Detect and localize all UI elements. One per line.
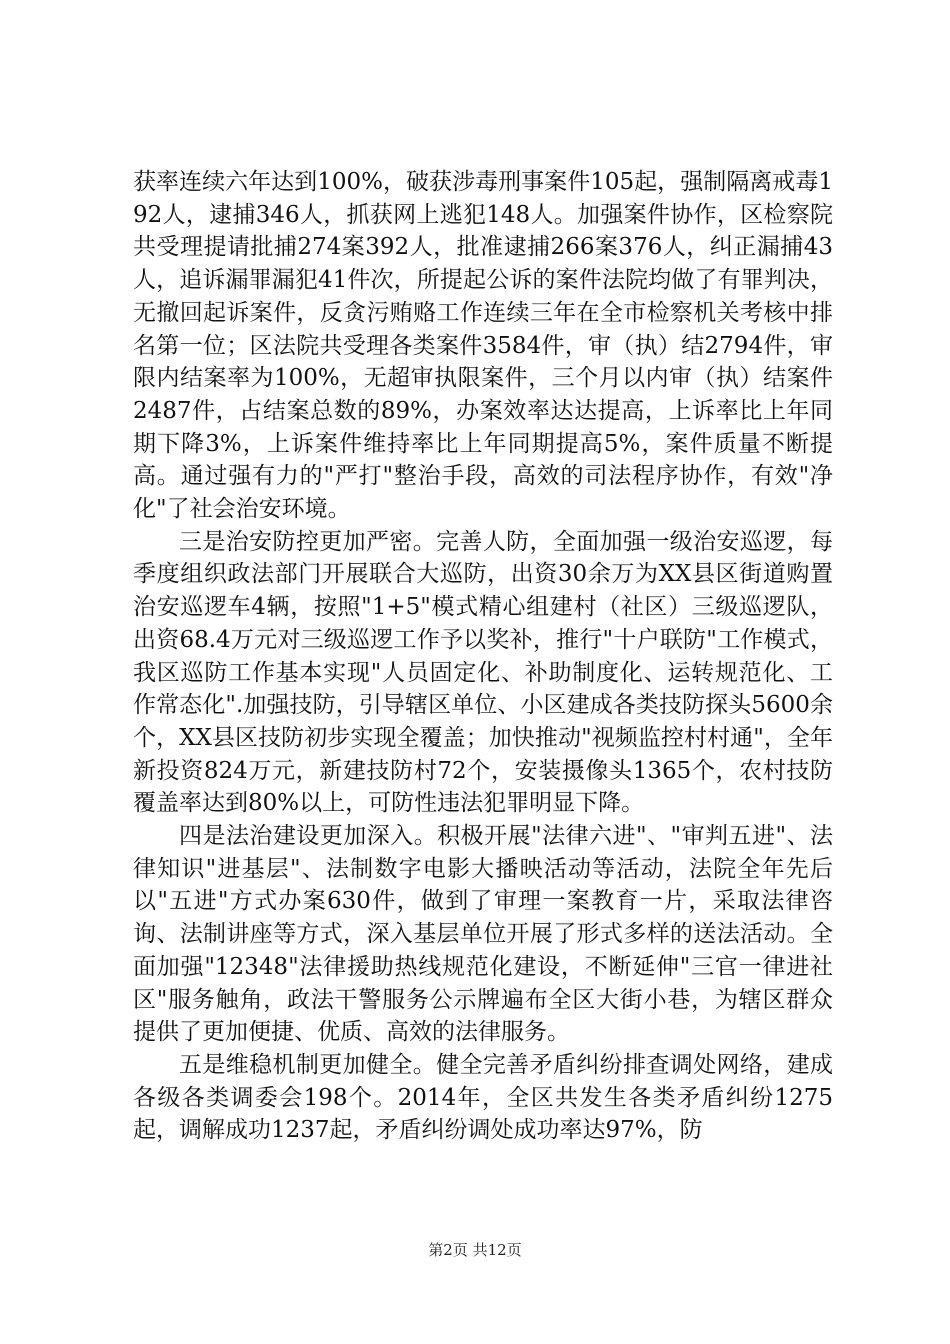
document-body: [133, 166, 833, 1147]
paragraph-3: 四是法治建设更加深入。积极开展"法律六进"、"审判五进"、法律知识"进基层"、法制数字电影大播映活动等活动，法院全年先后以"五进"方式办案630件，做到了审理一案教育一片，采取法律咨询、法制讲座等方式，深入基层单位开展了形式多样的送法活动。全面加强"12348"法律援助热线规范化建设，不断延伸"三官一律进社区"服务触角，政法干警服务公示牌遍布全区大街小巷，为辖区群众提供了更加便捷、优质、高效的法律服务。: [133, 823, 833, 1046]
page-footer: 第2页 共12页: [428, 1241, 522, 1259]
paragraph-2: 三是治安防控更加严密。完善人防，全面加强一级治安巡逻，每季度组织政法部门开展联合大巡防，出资30余万为XX县区街道购置治安巡逻车4辆，按照"1+5"模式精心组建村（社区）三级巡逻队，出资68.4万元对三级巡逻工作予以奖补，推行"十户联防"工作模式，我区巡防工作基本实现"人员固定化、补助制度化、运转规范化、工作常态化".加强技防，引导辖区单位、小区建成各类技防探头5600余个，XX县区技防初步实现全覆盖；加快推动"视频监控村村通"，全年新投资824万元，新建技防村72个，安装摄像头1365个，农村技防覆盖率达到80%以上，可防性违法犯罪明显下降。: [133, 528, 833, 817]
paragraph-4: 五是维稳机制更加健全。健全完善矛盾纠纷排查调处网络，建成各级各类调委会198个。2014年，全区共发生各类矛盾纠纷1275起，调解成功1237起，矛盾纠纷调处成功率达97%，防: [133, 1051, 833, 1144]
paragraph-1: 获率连续六年达到100%，破获涉毒刑事案件105起，强制隔离戒毒192人，逮捕346人，抓获网上逃犯148人。加强案件协作，区检察院共受理提请批捕274案392人，批准逮捕266案376人，纠正漏捕43人，追诉漏罪漏犯41件次，所提起公诉的案件法院均做了有罪判决，无撤回起诉案件，反贪污贿赂工作连续三年在全市检察机关考核中排名第一位；区法院共受理各类案件3584件，审（执）结2794件，审限内结案率为100%，无超审执限案件，三个月以内审（执）结案件2487件，占结案总数的89%，办案效率达达提高，上诉率比上年同期下降3%，上诉案件维持率比上年同期提高5%，案件质量不断提高。通过强有力的"严打"整治手段，高效的司法程序协作，有效"净化"了社会治安环境。: [133, 169, 833, 523]
